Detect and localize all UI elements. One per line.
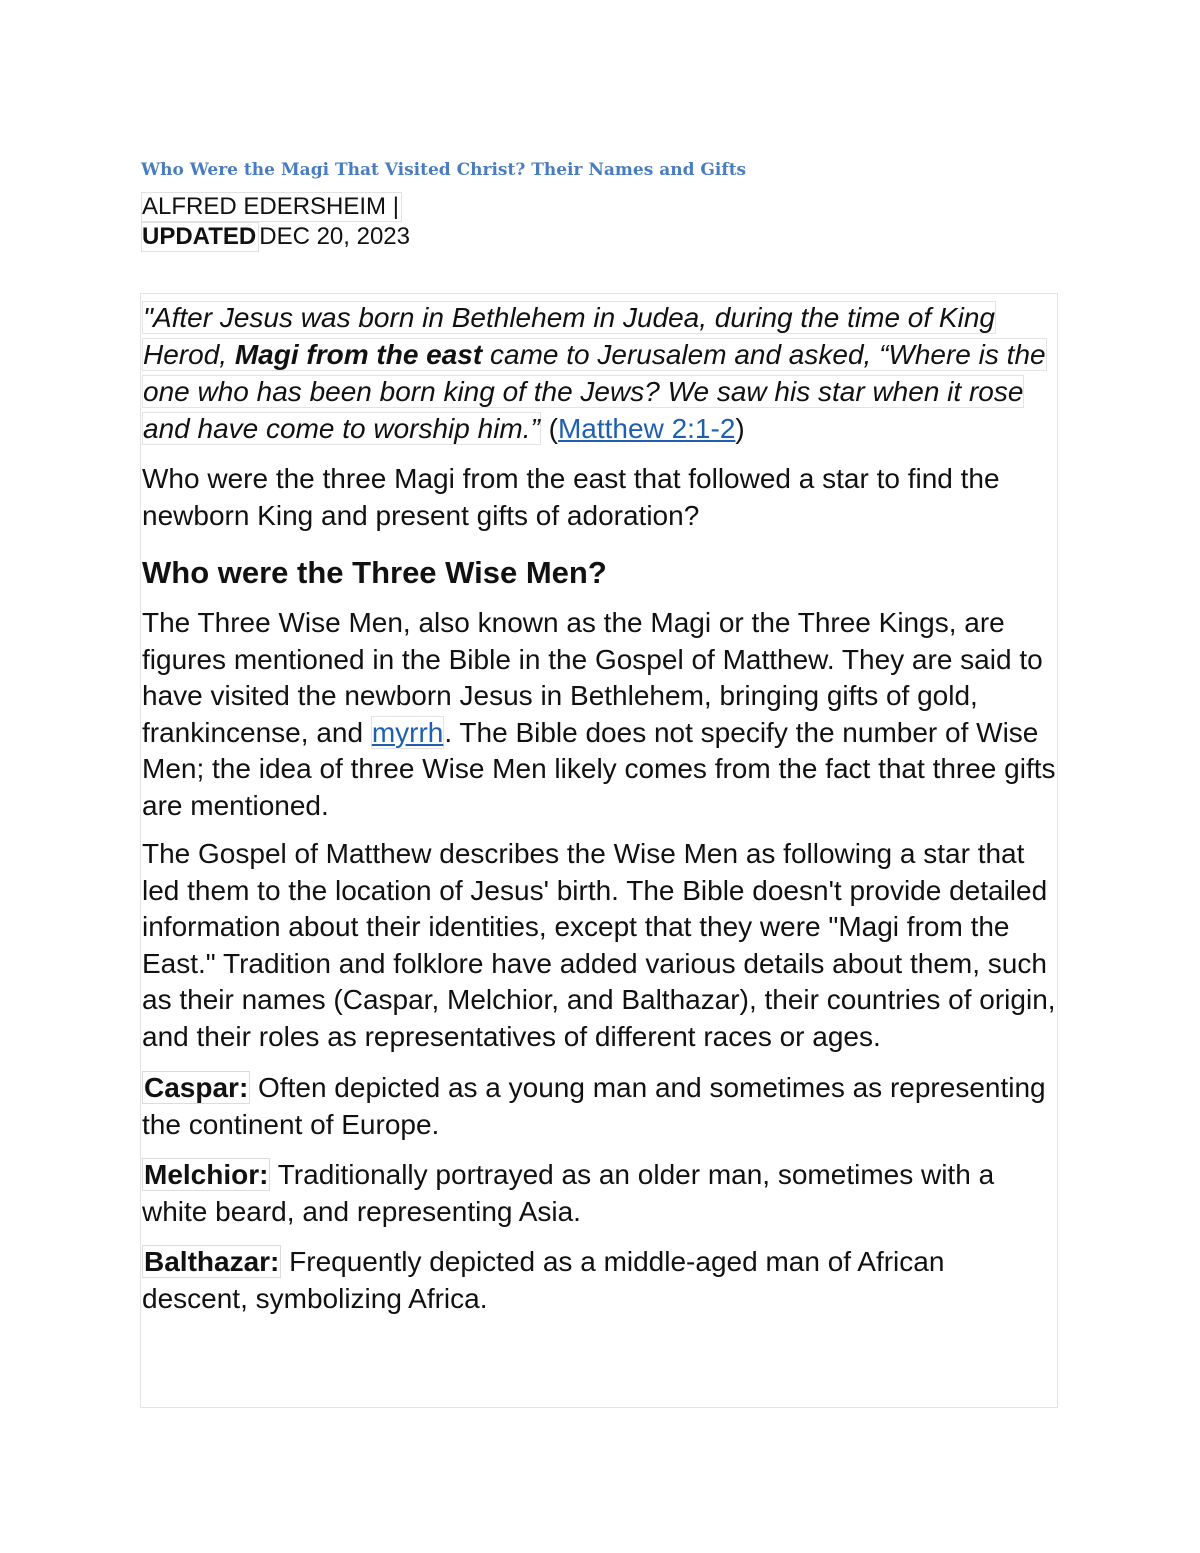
scripture-quote [142,299,1057,447]
magi-name-melchior: Melchior: [144,1159,269,1190]
magi-description-melchior: Traditionally portrayed as an older man, sometimes with a white beard, and representing Asia. [142,1159,995,1227]
article-title: Who Were the Magi That Visited Christ? Their Names and Gifts [141,160,747,180]
para1-text-after: . The Bible does not specify the number of Wise Men; the idea of three Wise Men likely comes from the fact that three gifts are mentioned. [142,716,1056,821]
section-paragraph-2: The Gospel of Matthew describes the Wise Men as following a star that led them to the location of Jesus' birth. The Bible doesn't provide detailed information about their identities, except that they were "Magi from the East." Tradition and folklore have added various details about them, such as their names (Caspar, Melchior, and Balthazar), their countries of origin, and their roles as representatives of different races or ages. [142,838,1056,1052]
magi-name-caspar: Caspar: [144,1072,249,1103]
magi-balthazar [142,1244,1057,1317]
quote-text-2: came to Jerusalem and asked, “Where is the one who has been born king of the Jews? We saw his star when it rose and have come to worship him.” [143,339,1046,444]
magi-name-balthazar: Balthazar: [144,1246,280,1277]
magi-description-caspar: Often depicted as a young man and sometimes as representing the continent of Europe. [142,1072,1046,1140]
quote-close-paren: ) [735,413,745,444]
section-heading: Who were the Three Wise Men? [142,555,607,590]
myrrh-link[interactable]: myrrh [371,716,444,748]
section-paragraph-1 [142,605,1057,824]
updated-label: UPDATED [141,222,259,252]
magi-melchior [142,1157,1057,1230]
updated-date: DEC 20, 2023 [259,223,410,250]
author-name: ALFRED EDERSHEIM | [141,192,402,222]
intro-paragraph: Who were the three Magi from the east that followed a star to find the newborn King and present gifts of adoration? [142,463,1000,531]
quote-open-paren: ( [540,413,558,444]
quote-text-1: "After Jesus was born in Bethlehem in Judea, during the time of King Herod, [143,302,995,370]
article-body [142,295,1057,1317]
magi-description-balthazar: Frequently depicted as a middle-aged man of African descent, symbolizing Africa. [142,1246,945,1314]
magi-caspar [142,1070,1057,1143]
byline [141,192,410,252]
matthew-reference-link[interactable]: Matthew 2:1-2 [557,413,736,444]
para1-text-before: The Three Wise Men, also known as the Magi or the Three Kings, are figures mentioned in the Bible in the Gospel of Matthew. They are said to have visited the newborn Jesus in Bethlehem, bringing gifts of gold, frankincense, and [142,607,1043,748]
quote-bold: Magi from the east [234,339,483,370]
